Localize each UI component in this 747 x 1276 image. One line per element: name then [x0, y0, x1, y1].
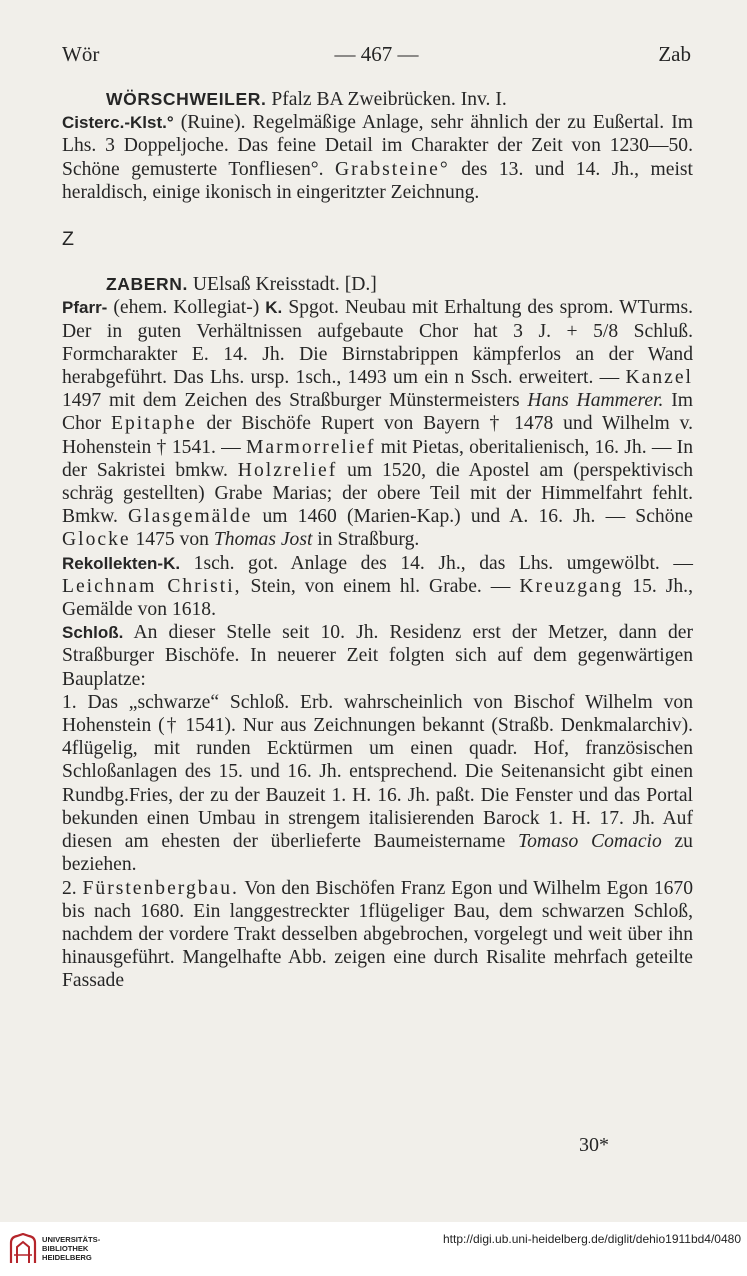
- place-name: ZABERN.: [106, 274, 188, 295]
- permalink-url[interactable]: http://digi.ub.uni-heidelberg.de/diglit/dehio1911bd4/0480: [442, 1232, 741, 1246]
- entry-zabern-pfarrkirche: Pfarr- (ehem. Kollegiat-) K. Spgot. Neubau mit Erhaltung des sprom. WTurms. Der in guten Verhältnissen aufgebaute Chor hat 3 J. + 5/8 Schluß. Formcharakter E. 14. Jh. Die Birnstabrippen kämpferlos an der Wand herabgeführt. Das Lhs. ursp. 1sch., 1493 um ein n Ssch. erweitert. — Kanzel 1497 mit dem Zeichen des Straßburger Münstermeisters Hans Hammerer. Im Chor Epitaphe der Bischöfe Rupert von Bayern † 1478 und Wilhelm v. Hohenstein † 1541. — Marmorrelief mit Pietas, oberitalienisch, 16. Jh. — In der Sakristei bmkw. Holzrelief um 1520, die Apostel am (perspektivisch schräg gestellten) Grabe Marias; der obere Teil mit der Himmelfahrt fehlt. Bmkw. Glasgemälde um 1460 (Marien-Kap.) und A. 16. Jh. — Schöne Glocke 1475 von Thomas Jost in Straßburg.: [62, 297, 693, 551]
- header-left-keyword: Wör: [62, 42, 100, 66]
- library-footer: [0, 1222, 747, 1276]
- library-logo[interactable]: [8, 1231, 128, 1267]
- entry-woerschweiler: WÖRSCHWEILER. Pfalz BA Zweibrücken. Inv. I.: [106, 89, 507, 110]
- building-label: Rekollekten-K.: [62, 553, 181, 573]
- entry-zabern-schloss: Schloß. An dieser Stelle seit 10. Jh. Residenz erst der Metzer, dann der Straßburger Bischöfe. In neuerer Zeit folgten sich auf dem gegenwärtigen Bauplatze:: [62, 622, 693, 690]
- list-item: 1. Das „schwarze“ Schloß. Erb. wahrscheinlich von Bischof Wilhelm von Hohenstein († 1541). Nur aus Zeichnungen bekannt (Straßb. Denkmalarchiv). 4flügelig, mit runden Ecktürmen um einen quadr. Hof, französischen Schloßanlagen des 15. und 16. Jh. entsprechend. Die Seitenansicht gibt einen Rundbg.Fries, der zu der Bauzeit 1. H. 16. Jh. paßt. Die Fenster und das Portal bekunden einen Umbau in strengem italisierenden Barock 1. H. 17. Jh. Auf diesen am ehesten der überlieferte Baumeistername Tomaso Comacio zu beziehen.: [62, 691, 693, 876]
- entry-zabern-rekollekten: Rekollekten-K. 1sch. got. Anlage des 14. Jh., das Lhs. umgewölbt. — Leichnam Christi, Stein, von einem hl. Grabe. — Kreuzgang 15. Jh., Gemälde von 1618.: [62, 552, 693, 621]
- page-number: — 467 —: [334, 42, 419, 66]
- library-seal-icon: [8, 1233, 38, 1265]
- running-header: [62, 42, 691, 68]
- building-label: Schloß.: [62, 623, 124, 643]
- section-letter: Z: [62, 228, 74, 251]
- header-right-keyword: Zab: [658, 42, 691, 66]
- entry-zabern: ZABERN. UElsaß Kreisstadt. [D.]: [106, 274, 377, 296]
- building-label: Pfarr-: [62, 298, 108, 318]
- library-name: UNIVERSITÄTS- BIBLIOTHEK HEIDELBERG: [42, 1235, 101, 1262]
- list-item: 2. Fürstenbergbau. Von den Bischöfen Franz Egon und Wilhelm Egon 1670 bis nach 1680. Ein langgestreckter 1flügeliger Bau, dem schwarzen Schloß, nachdem der vordere Trakt desselben abgebrochen, vorgelegt und weit über ihn hinausgeführt. Mangelhafte Abb. zeigen eine durch Risalite mehrfach geteilte Fassade: [62, 877, 694, 992]
- signature-mark: 30*: [579, 1134, 609, 1156]
- page-body: [62, 88, 693, 993]
- place-name: WÖRSCHWEILER.: [106, 89, 267, 109]
- building-label: Cisterc.-Klst.°: [62, 113, 174, 133]
- entry-woerschweiler-kloster: Cisterc.-Klst.° (Ruine). Regelmäßige Anlage, sehr ähnlich der zu Eußertal. Im Lhs. 3 Doppeljoche. Das feine Detail im Charakter der Zeit von 1230—50. Schöne gemusterte Tonfliesen°. Grabsteine° des 13. und 14. Jh., meist heraldisch, einige ikonisch in eingeritzter Zeichnung.: [62, 112, 693, 203]
